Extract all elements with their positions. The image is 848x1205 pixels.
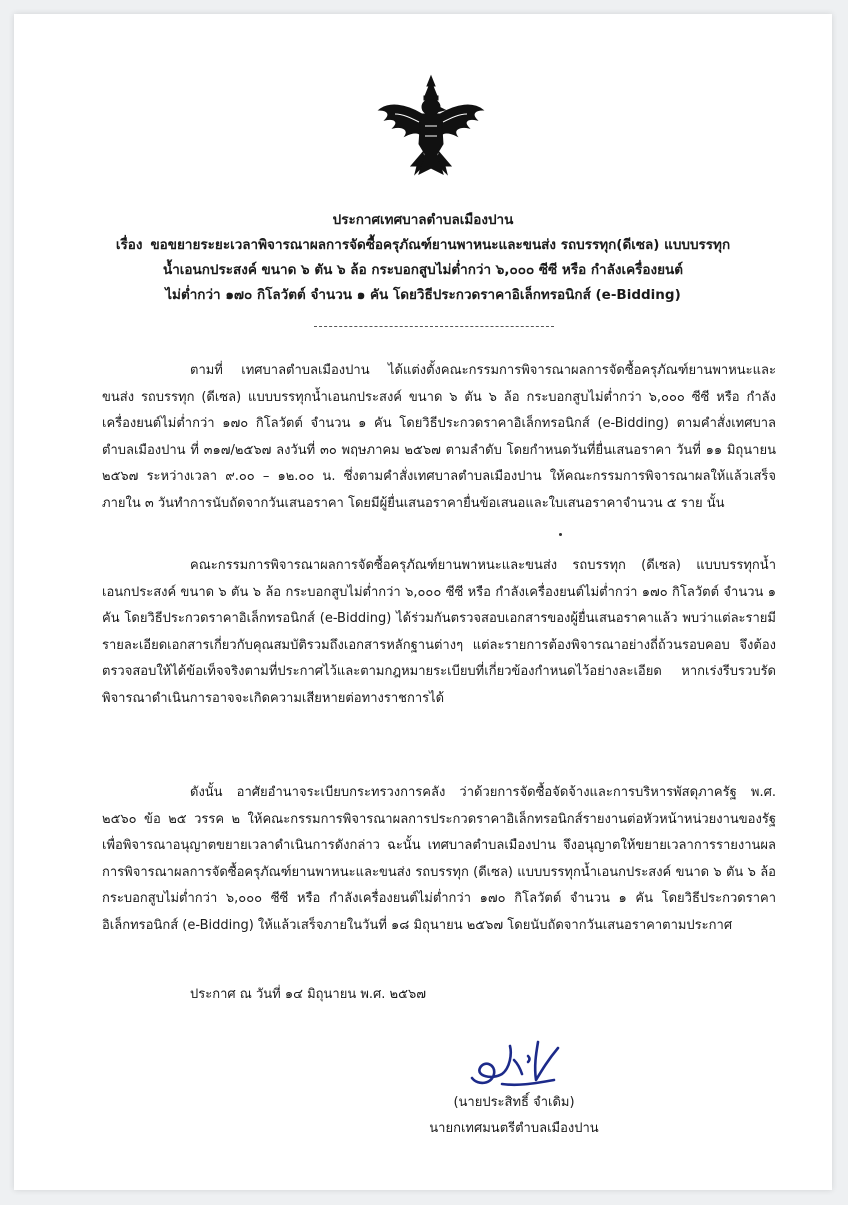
body-paragraph-1 <box>102 358 776 518</box>
announcement-header <box>14 208 832 308</box>
subject-line-3: ไม่ต่ำกว่า ๑๗๐ กิโลวัตต์ จำนวน ๑ คัน โดยวิธีประกวดราคาอิเล็กทรอนิกส์ (e-Bidding) <box>165 287 681 303</box>
header-divider <box>314 326 554 327</box>
paragraph-2-text: คณะกรรมการพิจารณาผลการจัดซื้อครุภัณฑ์ยานพาหนะและขนส่ง รถบรรทุก (ดีเซล) แบบบรรทุกน้ำเอนกประสงค์ ขนาด ๖ ตัน ๖ ล้อ กระบอกสูบไม่ต่ำกว่า ๖,๐๐๐ ซีซี หรือ กำลังเครื่องยนต์ไม่ต่ำกว่า ๑๗๐ กิโลวัตต์ จำนวน ๑ คัน โดยวิธีประกวดราคาอิเล็กทรอนิกส์ (e-Bidding) ได้ร่วมกันตรวจสอบเอกสารของผู้ยื่นเสนอราคาแล้ว พบว่าแต่ละรายมีรายละเอียดเอกสารเกี่ยวกับคุณสมบัติรวมถึงเอกสารหลักฐานต่างๆ แต่ละรายการต้องพิจารณาอย่างถี่ถ้วนรอบคอบ จึงต้องตรวจสอบให้ได้ข้อเท็จจริงตามที่ประกาศไว้และตามกฎหมายระเบียบที่เกี่ยวข้องกำหนดไว้อย่างละเอียด หากเร่งรีบรวบรัดพิจารณาดำเนินการอาจจะเกิดความเสียหายต่อทางราชการได้ <box>102 558 776 706</box>
body-paragraph-2 <box>102 553 776 713</box>
paragraph-3-text: ดังนั้น อาศัยอำนาจระเบียบกระทรวงการคลัง ว่าด้วยการจัดซื้อจัดจ้างและการบริหารพัสดุภาครัฐ พ.ศ. ๒๕๖๐ ข้อ ๒๕ วรรค ๒ ให้คณะกรรมการพิจารณาผลการประกวดราคาอิเล็กทรอนิกส์รายงานต่อหัวหน้าหน่วยงานของรัฐเพื่อพิจารณาอนุญาตขยายเวลาดำเนินการดังกล่าว ฉะนั้น เทศบาลตำบลเมืองปาน จึงอนุญาตให้ขยายเวลาการรายงานผลการพิจารณาผลการจัดซื้อครุภัณฑ์ยานพาหนะและขนส่ง รถบรรทุก (ดีเซล) แบบบรรทุกน้ำเอนกประสงค์ ขนาด ๖ ตัน ๖ ล้อ กระบอกสูบไม่ต่ำกว่า ๖,๐๐๐ ซีซี หรือ กำลังเครื่องยนต์ไม่ต่ำกว่า ๑๗๐ กิโลวัตต์ จำนวน ๑ คัน โดยวิธีประกวดราคาอิเล็กทรอนิกส์ (e-Bidding) ให้แล้วเสร็จภายในวันที่ ๑๘ มิถุนายน ๒๕๖๗ โดยนับถัดจากวันเสนอราคาตามประกาศ <box>102 785 776 933</box>
body-paragraph-3 <box>102 780 776 940</box>
document-page <box>14 14 832 1190</box>
signer-name: (นายประสิทธิ์ จำเดิม) <box>453 1095 575 1110</box>
announcement-date: ประกาศ ณ วันที่ ๑๔ มิถุนายน พ.ศ. ๒๕๖๗ <box>190 987 426 1002</box>
signer-title: นายกเทศมนตรีตำบลเมืองปาน <box>429 1121 599 1136</box>
subject-label: เรื่อง <box>115 237 143 253</box>
paragraph-1-text: ตามที่ เทศบาลตำบลเมืองปาน ได้แต่งตั้งคณะกรรมการพิจารณาผลการจัดซื้อครุภัณฑ์ยานพาหนะและขนส่ง รถบรรทุก (ดีเซล) แบบบรรทุกน้ำเอนกประสงค์ ขนาด ๖ ตัน ๖ ล้อ กระบอกสูบไม่ต่ำกว่า ๖,๐๐๐ ซีซี หรือ กำลังเครื่องยนต์ไม่ต่ำกว่า ๑๗๐ กิโลวัตต์ จำนวน ๑ คัน โดยวิธีประกวดราคาอิเล็กทรอนิกส์ (e-Bidding) ตามคำสั่งเทศบาลตำบลเมืองปาน ที่ ๓๑๗/๒๕๖๗ ลงวันที่ ๓๐ พฤษภาคม ๒๕๖๗ ตามลำดับ โดยกำหนดวันที่ยื่นเสนอราคา วันที่ ๑๑ มิถุนายน ๒๕๖๗ ระหว่างเวลา ๙.๐๐ – ๑๒.๐๐ น. ซึ่งตามคำสั่งเทศบาลตำบลเมืองปาน ให้คณะกรรมการพิจารณาผลให้แล้วเสร็จภายใน ๓ วันทำการนับถัดจากวันเสนอราคา โดยมีผู้ยื่นเสนอราคายื่นข้อเสนอและใบเสนอราคาจำนวน ๕ ราย นั้น <box>102 363 776 511</box>
garuda-emblem-icon <box>375 74 487 178</box>
stray-mark <box>559 533 562 536</box>
handwritten-signature <box>462 1034 572 1092</box>
subject-text-1: ขอขยายระยะเวลาพิจารณาผลการจัดซื้อครุภัณฑ์ยานพาหนะและขนส่ง รถบรรทุก(ดีเซล) แบบบรรทุก <box>150 237 731 253</box>
subject-line-2: น้ำเอนกประสงค์ ขนาด ๖ ตัน ๖ ล้อ กระบอกสูบไม่ต่ำกว่า ๖,๐๐๐ ซีซี หรือ กำลังเครื่องยนต์ <box>162 262 683 278</box>
subject-line-1 <box>14 233 832 258</box>
announcement-title: ประกาศเทศบาลตำบลเมืองปาน <box>332 212 514 228</box>
